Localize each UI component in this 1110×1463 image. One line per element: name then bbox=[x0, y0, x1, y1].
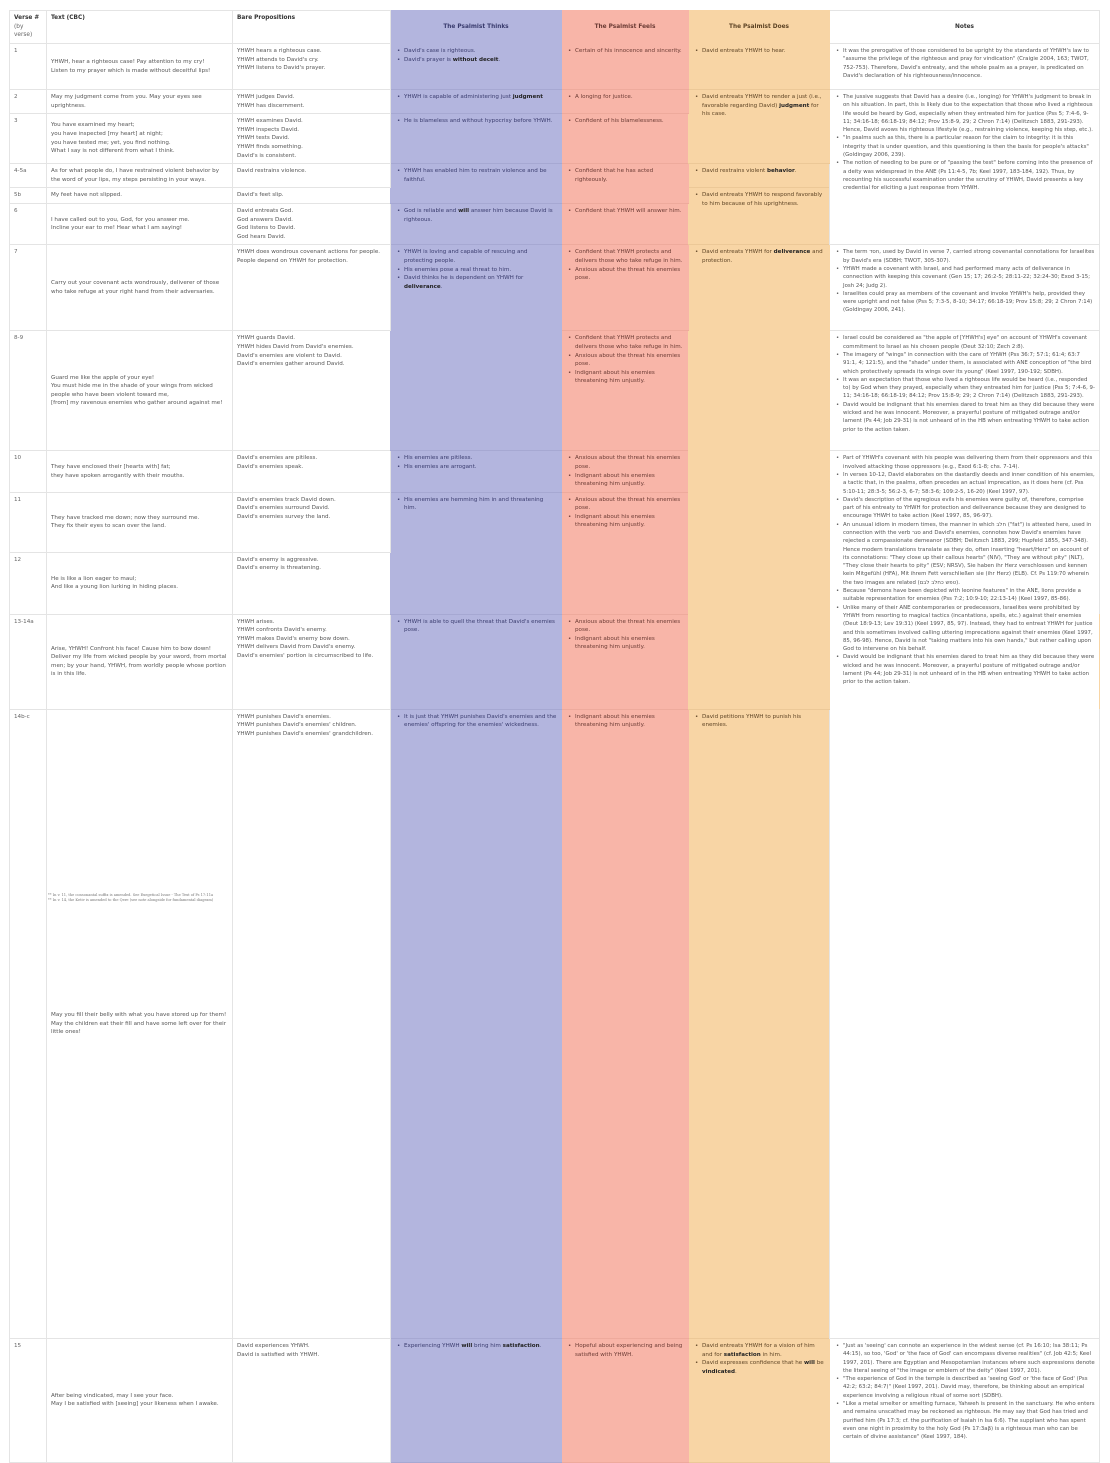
bullet-item: • Anxious about the threat his enemies pose. bbox=[575, 454, 684, 471]
line: David's enemies survey the land. bbox=[237, 513, 331, 520]
line: David's enemies' portion is circumscribed to life. bbox=[237, 653, 374, 660]
col-header-feels: The Psalmist Feels bbox=[562, 11, 689, 44]
bullet-item: • "In psalms such as this, there is a particular reason for the claim to integrity: it is this integrity that is under question, and this questioning is then the basis for people's attacks" (Goldingay 2006, 239). bbox=[843, 134, 1095, 159]
bullet-item: • An unusual idiom in modern times, the manner in which חלב ("fat") is attested here, used in connection with the verb סגר and David's enemies, connotes how David's enemies have rejected a compassionate demeanor (SDBH; Delitzsch 1883, 299; Hupfeld 1855, 347-348). Hence modern translations translate as they do, often inserting "heart/Herz" on account of its connotations: "They close up their callous hearts" (NIV), "They are without pity" (NLT), "They close their hearts to pity" (ESV; NRSV), Sie haben ihr Herz verschlossen und kennen kein Mitgefühl (HFA), Mit ihrem Fett verschließen sie (ihr Herz) (ELB). Cf. Ps 119:70 wherein the two images are related (טפש כחלב לבם). bbox=[843, 521, 1095, 587]
verse-text bbox=[47, 492, 233, 552]
bare-propositions bbox=[233, 1338, 391, 1462]
bullet-list bbox=[566, 496, 684, 530]
bullet-item: • His enemies are arrogant. bbox=[404, 463, 557, 472]
feels-cell bbox=[562, 164, 689, 204]
table-row bbox=[10, 245, 1100, 331]
bullet-list bbox=[395, 496, 557, 513]
bullet-item: • "Like a metal smelter or smelting furnace, Yahweh is present in the sanctuary. He who enters and remains unscathed may be reckoned as righteous. He may say that God has tried and purified him (Ps 17:3; cf. the purification of Isaiah in Isa 6:6). The suppliant who has spent even one night in proximity to the holy God (Ps 17:3aβ) is a righteous man who can be certain of divine assistance" (Keel 1997, 184). bbox=[843, 1400, 1095, 1441]
verse-text bbox=[47, 203, 233, 244]
verse-number: 3 bbox=[10, 114, 47, 164]
line: Carry out your covenant acts wondrously, deliverer of those who take refuge at your right hand from their adversaries. bbox=[51, 280, 220, 295]
bullet-item: • YHWH is able to quell the threat that David's enemies pose. bbox=[404, 618, 557, 635]
bullet-item: • David would be indignant that his enemies dared to treat him as they did because they were wicked and he was innocent. Moreover, a prayerful posture of mitigated outrage and/or lament (Ps 44; Job 29-31) is not unheard of in the HB when entreating YHWH to take action prior to the action taken. bbox=[843, 401, 1095, 434]
bullet-item: • Anxious about the threat his enemies pose. bbox=[575, 352, 684, 369]
bullet-item: • Indignant about his enemies threatening him unjustly. bbox=[575, 513, 684, 530]
bullet-item: • His enemies are hemming him in and threatening him. bbox=[404, 496, 557, 513]
verse-text bbox=[47, 709, 233, 1338]
verse-text bbox=[47, 331, 233, 451]
bullet-item: • David entreats YHWH for a vision of him and for satisfaction in him. bbox=[702, 1342, 825, 1359]
bullet-list bbox=[395, 167, 557, 184]
verse-number: 14b-c bbox=[10, 709, 47, 1338]
table-row bbox=[10, 90, 1100, 114]
bullet-item: • Confident that YHWH will answer him. bbox=[575, 207, 684, 216]
bullet-item: • YHWH made a covenant with Israel, and had performed many acts of deliverance in connection with keeping this covenant (Gen 15; 17; 26:2-5; 28:11-22; 32:24-30; Exod 3-15; Josh 24; Judg 2). bbox=[843, 265, 1095, 290]
bullet-item: • Unlike many of their ANE contemporaries or predecessors, Israelites were prohibited by YHWH from resorting to magical tactics (incantations, spells, etc.) against their enemies (Deut 18:9-13; Lev 19:31) (Keel 1997, 85, 97). Instead, they had to entreat YHWH for justice and this sometimes involved calling uttering imprecations against their enemies (Keel 1997, 85, 96-98). Hence, David is not "taking matters into his own hands," but rather calling upon God to intervene on his behalf. bbox=[843, 604, 1095, 654]
bullet-item: • "The experience of God in the temple is described as 'seeing God' or 'the face of God' (Pss 42:2; 63:2; 84:7)" (Keel 1997, 201). David may, therefore, be thinking about an empirical experience involving a religious ritual of some sort (SDBH). bbox=[843, 1375, 1095, 1400]
bullet-item: • YHWH is loving and capable of rescuing and protecting people. bbox=[404, 248, 557, 265]
line: YHWH inspects David. bbox=[237, 126, 300, 133]
bullet-item: • David entreats YHWH to render a just (i.e., favorable regarding David) judgment for his case. bbox=[702, 93, 825, 119]
verse-number: 4-5a bbox=[10, 164, 47, 188]
verse-number: 7 bbox=[10, 245, 47, 331]
line: David's is consistent. bbox=[237, 152, 297, 159]
table-row bbox=[10, 44, 1100, 90]
line: YHWH judges David. bbox=[237, 94, 295, 100]
line: you have tested me; yet, you find nothing. bbox=[51, 139, 171, 146]
bullet-item: • Indignant about his enemies threatening him unjustly. bbox=[575, 369, 684, 386]
verse-text bbox=[47, 614, 233, 709]
line: May I be satisfied with [seeing] your likeness when I awake. bbox=[51, 1401, 219, 1408]
thinks-cell bbox=[391, 90, 562, 114]
verse-text bbox=[47, 451, 233, 492]
does-cell bbox=[689, 245, 830, 709]
bullet-item: • Indignant about his enemies threatening him unjustly. bbox=[575, 472, 684, 489]
table-row bbox=[10, 451, 1100, 492]
line: What I say is not different from what I think. bbox=[51, 148, 175, 155]
footnote-2: ** In v. 14, the Ketiv is amended to the Qere (see note alongside for fundamental diagram) bbox=[48, 898, 214, 902]
bullet-item: • David's prayer is without deceit. bbox=[404, 56, 557, 65]
verse-number: 11 bbox=[10, 492, 47, 552]
line: David restrains violence. bbox=[237, 168, 307, 175]
bullet-list bbox=[834, 454, 1095, 686]
bare-propositions bbox=[233, 709, 391, 1338]
bullet-list bbox=[395, 618, 557, 635]
does-cell bbox=[689, 90, 830, 164]
bullet-item: • Israel could be considered as "the apple of [YHWH's] eye" on account of YHWH's covenant commitment to Israel as his chosen people (Deut 32:10; Zech 2:8). bbox=[843, 334, 1095, 351]
line: YHWH listens to David's prayer. bbox=[237, 65, 326, 72]
line: They fix their eyes to scan over the land. bbox=[51, 523, 167, 530]
feels-cell bbox=[562, 331, 689, 451]
thinks-cell bbox=[391, 114, 562, 164]
notes-cell bbox=[830, 451, 1100, 1339]
line: David entreats God. bbox=[237, 207, 294, 214]
line: David is satisfied with YHWH. bbox=[237, 1351, 320, 1358]
bullet-item: • Indignant about his enemies threatening him unjustly. bbox=[575, 713, 684, 730]
bullet-item: • David would be indignant that his enemies dared to treat him as they did because they were wicked and he was innocent. Moreover, a prayerful posture of mitigated outrage and/or lament (Ps 44; Job 29-31) is not unheard of in the HB when entreating YHWH to take action prior to the action taken. bbox=[843, 653, 1095, 686]
bullet-item: • Indignant about his enemies threatening him unjustly. bbox=[575, 635, 684, 652]
col-header-text: Text (CBC) bbox=[47, 11, 233, 44]
bullet-list bbox=[566, 618, 684, 652]
col-header-does: The Psalmist Does bbox=[689, 11, 830, 44]
line: David's feet slip. bbox=[237, 192, 284, 199]
bullet-list bbox=[834, 47, 1095, 80]
feels-cell bbox=[562, 203, 689, 244]
verse-number: 12 bbox=[10, 552, 47, 614]
col-header-propositions: Bare Propositions bbox=[233, 11, 391, 44]
footnote-1: ** In v. 11, the consonantal suffix is amended. See Exegetical Issue - The Text of Ps 17:11a bbox=[48, 893, 214, 897]
line: YHWH delivers David from David's enemy. bbox=[237, 644, 356, 651]
bare-propositions bbox=[233, 203, 391, 244]
line: David's enemies track David down. bbox=[237, 496, 336, 503]
bullet-item: • Anxious about the threat his enemies pose. bbox=[575, 266, 684, 283]
bullet-item: • David expresses confidence that he will be vindicated. bbox=[702, 1359, 825, 1376]
thinks-cell bbox=[391, 203, 562, 244]
feels-cell bbox=[562, 709, 689, 1338]
thinks-cell bbox=[391, 492, 562, 614]
line: YHWH examines David. bbox=[237, 118, 303, 125]
bullet-item: • God is reliable and will answer him because David is righteous. bbox=[404, 207, 557, 224]
bullet-list bbox=[395, 1342, 557, 1351]
bullet-item: • Hopeful about experiencing and being satisfied with YHWH. bbox=[575, 1342, 684, 1359]
bullet-item: • David's description of the egregious evils his enemies were guilty of, therefore, comprise part of his entreaty to YHWH for protection and deliverance because they are designed to encourage YHWH to take action (Keel 1997, 85, 96-97). bbox=[843, 496, 1095, 521]
bullet-list bbox=[566, 47, 684, 56]
line: [from] my ravenous enemies who gather around against me! bbox=[51, 400, 223, 407]
line: After being vindicated, may I see your face. bbox=[51, 1392, 174, 1399]
bare-propositions bbox=[233, 451, 391, 492]
header-row bbox=[10, 11, 1100, 44]
line: David's enemies are pitiless. bbox=[237, 455, 318, 462]
line: God answers David. bbox=[237, 216, 293, 223]
bullet-list bbox=[566, 248, 684, 282]
line: Arise, YHWH! Confront his face! Cause him to bow down! Deliver my life from wicked people by your sword, from mortal men; by your hand, YHWH, from worldly people whose portion is in this life. bbox=[51, 645, 227, 678]
bullet-item: • He is blameless and without hypocrisy before YHWH. bbox=[404, 117, 557, 126]
verse-text bbox=[47, 552, 233, 614]
line: YHWH makes David's enemy bow down. bbox=[237, 635, 350, 642]
bullet-item: • Israelites could pray as members of the covenant and invoke YHWH's help, provided they were upright and not false (Pss 5; 7:3-5, 8-10; 34:17; 66:18-19; Prov 15:8; 29; 2 Chron 7:14) (Goldingay 2006, 241). bbox=[843, 290, 1095, 315]
table-body bbox=[10, 44, 1100, 1463]
bullet-item: • YHWH is capable of administering just judgment bbox=[404, 93, 557, 102]
does-cell bbox=[689, 164, 830, 188]
bullet-item: • Because "demons have been depicted with leonine features" in the ANE, lions provide a suitable representation for enemies (Pss 7:2; 10:9-10; 22:13-14) (Keel 1997, 85-86). bbox=[843, 587, 1095, 604]
bullet-list bbox=[693, 47, 825, 56]
verse-number: 13-14a bbox=[10, 614, 47, 709]
bare-propositions bbox=[233, 188, 391, 204]
bullet-item: • David restrains violent behavior. bbox=[702, 167, 825, 176]
bullet-item: • Confident of his blamelessness. bbox=[575, 117, 684, 126]
line: You must hide me in the shade of your wings from wicked people who have been violent toward me, bbox=[51, 383, 213, 398]
verse-number: 8-9 bbox=[10, 331, 47, 451]
bullet-list bbox=[566, 117, 684, 126]
col-header-verse: Verse # (by verse) bbox=[10, 11, 47, 44]
bare-propositions bbox=[233, 245, 391, 331]
footnotes bbox=[48, 893, 213, 903]
notes-cell bbox=[830, 1338, 1100, 1462]
bullet-item: • The jussive suggests that David has a desire (i.e., longing) for YHWH's judgment to break in on his situation. In part, this is likely due to the expectation that those who lived a righteous life would be heard by God, especially when they entreated him for justice (Pss 5; 7:4-6, 9-11; 34:16-18; 66:18-19; 84:12; Prov 15:8-9, 29; 2 Chron 7:14) (Delitzsch 1883, 291-293). Hence, David avows his righteous lifestyle (e.g., restraining violence, keeping his step, etc.). bbox=[843, 93, 1095, 134]
feels-cell bbox=[562, 44, 689, 90]
verse-number: 15 bbox=[10, 1338, 47, 1462]
line: YHWH, hear a righteous case! Pay attention to my cry! bbox=[51, 58, 205, 65]
bare-propositions bbox=[233, 492, 391, 552]
line: YHWH hears a righteous case. bbox=[237, 48, 322, 54]
verse-number: 6 bbox=[10, 203, 47, 244]
analysis-table bbox=[9, 10, 1100, 1463]
line: YHWH guards David. bbox=[237, 335, 296, 342]
bullet-item: • Anxious about the threat his enemies pose. bbox=[575, 618, 684, 635]
thinks-cell bbox=[391, 164, 562, 204]
verse-text bbox=[47, 245, 233, 331]
verse-text bbox=[47, 90, 233, 114]
line: YHWH arises. bbox=[237, 618, 275, 625]
does-cell bbox=[689, 709, 830, 1338]
thinks-cell bbox=[391, 1338, 562, 1462]
verse-number: 2 bbox=[10, 90, 47, 114]
verse-number: 1 bbox=[10, 44, 47, 90]
thinks-cell bbox=[391, 451, 562, 492]
feels-cell bbox=[562, 245, 689, 331]
line: YHWH has discernment. bbox=[237, 102, 305, 109]
line: David's enemy is threatening. bbox=[237, 565, 321, 572]
bullet-list bbox=[566, 713, 684, 730]
line: YHWH punishes David's enemies' grandchildren. bbox=[237, 730, 374, 737]
bullet-item: • The imagery of "wings" in connection with the care of YHWH (Pss 36:7; 57:1; 61:4; 63:7 91:1, 4; 121:5), and the "shade" under them, is associated with ANE conception of "the bird which protectively spreads its wings over its young" (Keel 1997, 190-192; SDBH). bbox=[843, 351, 1095, 376]
line: Incline your ear to me! Hear what I am saying! bbox=[51, 225, 183, 232]
bullet-item: • Confident that he has acted righteously. bbox=[575, 167, 684, 184]
line: YHWH confronts David's enemy. bbox=[237, 627, 327, 634]
notes-cell bbox=[830, 331, 1100, 451]
bullet-list bbox=[395, 93, 557, 102]
bullet-item: • It was the prerogative of those considered to be upright by the standards of YHWH's law to "assume the privilege of the righteous and pray for vindication" (Craigie 2004, 163; TWOT, 752-753). Therefore, David's entreaty, and the whole psalm as a prayer, is predicated on David's declaration of his righteousness/innocence. bbox=[843, 47, 1095, 80]
bullet-item: • Part of YHWH's covenant with his people was delivering them from their oppressors and this involved attacking those oppressors (e.g., Exod 6:1-8; chs. 7-14). bbox=[843, 454, 1095, 471]
bullet-list bbox=[566, 454, 684, 488]
line: God hears David. bbox=[237, 233, 286, 240]
line: David's enemy is aggressive. bbox=[237, 556, 319, 563]
line: They have enclosed their [hearts with] fat; bbox=[51, 463, 171, 470]
line: YHWH does wondrous covenant actions for people. bbox=[237, 249, 381, 256]
bare-propositions bbox=[233, 331, 391, 451]
bare-propositions bbox=[233, 552, 391, 614]
bullet-item: • The term חסד, used by David in verse 7, carried strong covenantal connotations for Israelites by David's era (SDBH; TWOT, 305-307). bbox=[843, 248, 1095, 265]
line: As for what people do, I have restrained violent behavior by the word of your lips, my steps persisting in your ways. bbox=[51, 168, 220, 183]
bullet-list bbox=[693, 191, 825, 208]
bullet-list bbox=[566, 93, 684, 102]
line: YHWH hides David from David's enemies. bbox=[237, 343, 354, 350]
line: David's enemies speak. bbox=[237, 463, 304, 470]
bullet-item: • "Just as 'seeing' can connote an experience in the widest sense (cf. Ps 16:10; Isa 38:11; Ps 44:15), so too, 'God' or 'the face of God' can encompass diverse realities" (cf. Job 42:5; Keel 1997, 201). There are Egyptian and Mesopotamian instances where such expressions denote the literal seeing of "the image or emblem of the deity" (Keel 1997, 201). bbox=[843, 1342, 1095, 1375]
line: May my judgment come from you. May your eyes see uprightness. bbox=[51, 94, 202, 109]
line: you have inspected [my heart] at night; bbox=[51, 131, 163, 138]
bullet-item: • David entreats YHWH for deliverance and protection. bbox=[702, 248, 825, 265]
line: YHWH punishes David's enemies. bbox=[237, 713, 331, 720]
bullet-item: • The notion of needing to be pure or of "passing the test" before coming into the presence of a deity was widespread in the ANE (Ps 11:4-5, 7b; Keel 1997, 183-184, 192). Thus, by recounting his successful examination under the scrutiny of YHWH, David presents a key credential for eliciting a just response from YHWH. bbox=[843, 159, 1095, 192]
bullet-list bbox=[834, 93, 1095, 193]
thinks-cell bbox=[391, 44, 562, 90]
verse-number: 5b bbox=[10, 188, 47, 204]
line: God listens to David. bbox=[237, 225, 296, 232]
verse-text bbox=[47, 188, 233, 204]
verse-text bbox=[47, 164, 233, 188]
does-cell bbox=[689, 44, 830, 90]
bullet-list bbox=[395, 207, 557, 224]
bullet-list bbox=[395, 248, 557, 291]
bullet-list bbox=[693, 248, 825, 265]
bullet-list bbox=[693, 167, 825, 176]
bare-propositions bbox=[233, 114, 391, 164]
bullet-list bbox=[693, 1342, 825, 1376]
psalm-analysis-document bbox=[9, 10, 1099, 1463]
bullet-list bbox=[395, 713, 557, 730]
notes-cell bbox=[830, 44, 1100, 90]
verse-text bbox=[47, 1338, 233, 1462]
bullet-item: • David entreats YHWH to respond favorably to him because of his uprightness. bbox=[702, 191, 825, 208]
feels-cell bbox=[562, 614, 689, 709]
bullet-list bbox=[693, 713, 825, 730]
line: David's enemies surround David. bbox=[237, 505, 330, 512]
line: And like a young lion lurking in hiding places. bbox=[51, 584, 179, 591]
notes-cell bbox=[830, 245, 1100, 331]
line: They have tracked me down; now they surround me. bbox=[51, 514, 200, 521]
bullet-list bbox=[566, 207, 684, 216]
bullet-item: • A longing for justice. bbox=[575, 93, 684, 102]
line: May you fill their belly with what you have stored up for them! May the children eat their fill and have some left over for their little ones! bbox=[51, 1011, 227, 1036]
line: David's enemies gather around David. bbox=[237, 361, 345, 368]
bullet-list bbox=[566, 167, 684, 184]
bullet-item: • YHWH has enabled him to restrain violence and be faithful. bbox=[404, 167, 557, 184]
line: People depend on YHWH for protection. bbox=[237, 257, 348, 264]
col-header-thinks: The Psalmist Thinks bbox=[391, 11, 562, 44]
line: Listen to my prayer which is made without deceitful lips! bbox=[51, 67, 211, 74]
table-row bbox=[10, 1338, 1100, 1462]
bullet-item: • David petitions YHWH to punish his enemies. bbox=[702, 713, 825, 730]
bare-propositions bbox=[233, 44, 391, 90]
bullet-list bbox=[834, 1342, 1095, 1442]
line: He is like a lion eager to maul; bbox=[51, 575, 137, 582]
bullet-list bbox=[834, 248, 1095, 314]
verse-text bbox=[47, 44, 233, 90]
line: they have spoken arrogantly with their mouths. bbox=[51, 472, 185, 479]
bullet-item: • Experiencing YHWH will bring him satisfaction. bbox=[404, 1342, 557, 1351]
line: Guard me like the apple of your eye! bbox=[51, 374, 155, 381]
line: I have called out to you, God, for you answer me. bbox=[51, 216, 190, 223]
bullet-list bbox=[395, 117, 557, 126]
line: YHWH tests David. bbox=[237, 135, 290, 142]
bullet-item: • Confident that YHWH protects and delivers those who take refuge in him. bbox=[575, 248, 684, 265]
feels-cell bbox=[562, 1338, 689, 1462]
bare-propositions bbox=[233, 164, 391, 188]
notes-cell bbox=[830, 90, 1100, 245]
thinks-cell bbox=[391, 709, 562, 1338]
bullet-list bbox=[566, 334, 684, 386]
line: David experiences YHWH. bbox=[237, 1342, 310, 1349]
bullet-item: • It is just that YHWH punishes David's enemies and the enemies' offspring for the enemies' wickedness. bbox=[404, 713, 557, 730]
bullet-item: • It was an expectation that those who lived a righteous life would be heard (i.e., responded to) by God when they prayed, especially when they entreated him for justice (Pss 5; 7:4-6, 9-11; 34:16-18; 66:18-19; 84:12; Prov 15:8-9; 29; 2 Chron 7:14) (Delitzsch 1883, 291-293). bbox=[843, 376, 1095, 401]
bullet-item: • His enemies are pitiless. bbox=[404, 454, 557, 463]
line: YHWH punishes David's enemies' children. bbox=[237, 722, 357, 729]
line: YHWH finds something. bbox=[237, 143, 303, 150]
col-header-notes: Notes bbox=[830, 11, 1100, 44]
bare-propositions bbox=[233, 90, 391, 114]
feels-cell bbox=[562, 492, 689, 614]
does-cell bbox=[689, 188, 830, 245]
feels-cell bbox=[562, 90, 689, 114]
does-cell bbox=[689, 1338, 830, 1462]
bullet-item: • Certain of his innocence and sincerity. bbox=[575, 47, 684, 56]
thinks-cell bbox=[391, 245, 562, 451]
line: YHWH attends to David's cry. bbox=[237, 56, 319, 63]
bullet-item: • In verses 10-12, David elaborates on the dastardly deeds and inner condition of his enemies, a tactic that, in the psalms, often precedes an actual imprecation, as it does here (cf. Pss 5:10-11; 28:3-5; 56:2-3, 6-7; 58:3-6; 109:2-5, 16-20) (Keel 1997, 97). bbox=[843, 471, 1095, 496]
bullet-item: • His enemies pose a real threat to him. bbox=[404, 266, 557, 275]
bullet-item: • David's case is righteous. bbox=[404, 47, 557, 56]
line: David's enemies are violent to David. bbox=[237, 352, 342, 359]
bullet-list bbox=[693, 93, 825, 119]
bullet-list bbox=[834, 334, 1095, 434]
bullet-list bbox=[395, 454, 557, 471]
thinks-cell bbox=[391, 614, 562, 709]
verse-number: 10 bbox=[10, 451, 47, 492]
bullet-item: • David entreats YHWH to hear. bbox=[702, 47, 825, 56]
line: You have examined my heart; bbox=[51, 122, 135, 129]
feels-cell bbox=[562, 114, 689, 164]
bullet-item: • Anxious about the threat his enemies pose. bbox=[575, 496, 684, 513]
bullet-list bbox=[395, 47, 557, 64]
bullet-item: • Confident that YHWH protects and delivers those who take refuge in him. bbox=[575, 334, 684, 351]
feels-cell bbox=[562, 451, 689, 492]
bullet-item: • David thinks he is dependent on YHWH for deliverance. bbox=[404, 274, 557, 291]
bullet-list bbox=[566, 1342, 684, 1359]
line: My feet have not slipped. bbox=[51, 192, 123, 199]
bare-propositions bbox=[233, 614, 391, 709]
verse-text bbox=[47, 114, 233, 164]
